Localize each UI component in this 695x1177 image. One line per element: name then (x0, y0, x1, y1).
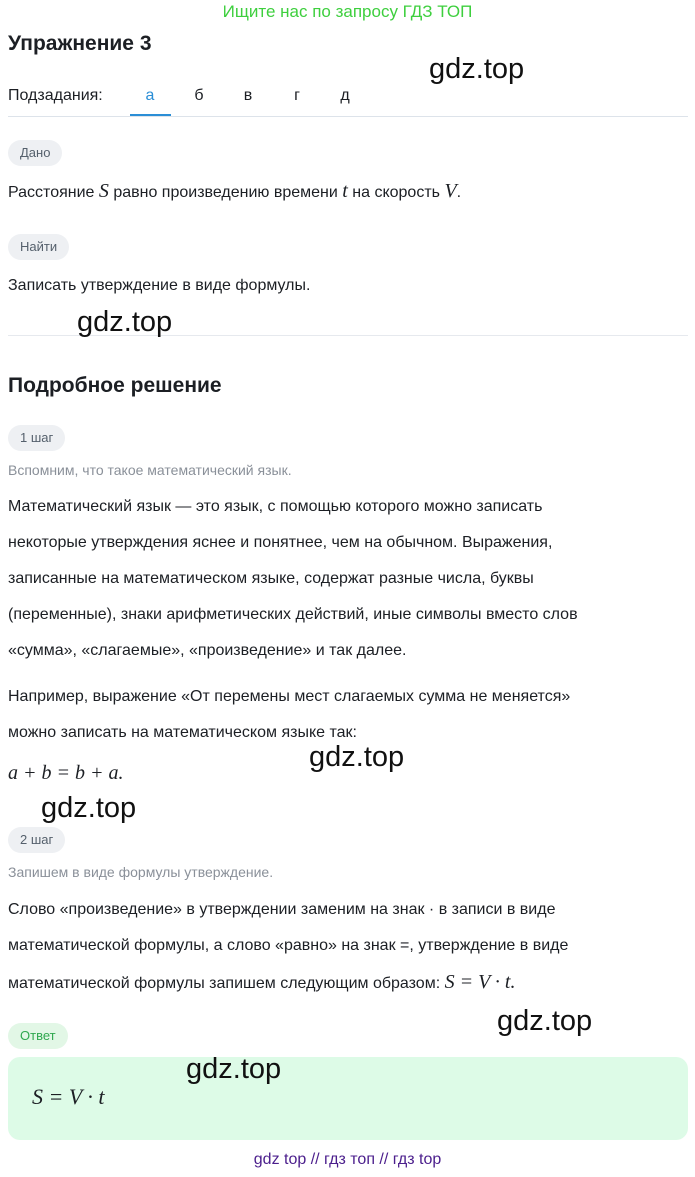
subtasks-label: Подзадания: (8, 87, 103, 104)
var-t: t (342, 180, 348, 202)
find-text: Записать утверждение в виде формулы. (8, 277, 311, 294)
watermark: gdz.top (186, 1053, 282, 1085)
given-text-part: . (456, 184, 462, 201)
given-text-part: Расстояние (8, 184, 99, 201)
step2-formula: S = V · t. (444, 971, 516, 993)
tabs-divider (8, 116, 688, 117)
para-line (8, 964, 688, 1002)
step2-paragraph (8, 892, 688, 1002)
para-line-text: математической формулы запишем следующим образом: (8, 975, 445, 992)
tab-d[interactable]: д (340, 87, 350, 104)
watermark: gdz.top (429, 53, 525, 85)
step1-chip: 1 шаг (8, 425, 65, 451)
find-chip: Найти (8, 234, 69, 260)
watermark: gdz.top (77, 306, 173, 338)
active-tab-indicator (130, 114, 171, 116)
answer-chip: Ответ (8, 1023, 68, 1049)
para-line: Слово «произведение» в утверждении заменим на знак · в записи в виде (8, 901, 556, 918)
step2-hint: Запишем в виде формулы утверждение. (8, 864, 274, 880)
tab-b[interactable]: б (194, 87, 204, 104)
para-line: записанные на математическом языке, содержат разные числа, буквы (8, 570, 534, 587)
step1-paragraph-1 (8, 489, 688, 669)
answer-box (8, 1057, 688, 1140)
page-title: Упражнение 3 (8, 32, 152, 55)
para-line: некоторые утверждения яснее и понятнее, чем на обычном. Выражения, (8, 534, 553, 551)
given-text (8, 180, 461, 203)
watermark: gdz.top (497, 1005, 593, 1037)
watermark: gdz.top (41, 792, 137, 824)
answer-formula: S = V · t (32, 1084, 105, 1109)
given-chip: Дано (8, 140, 62, 166)
para-line: «сумма», «слагаемые», «произведение» и так далее. (8, 642, 407, 659)
top-banner: Ищите нас по запросу ГДЗ ТОП (222, 2, 473, 21)
given-text-part: равно произведению времени (108, 184, 343, 201)
watermark: gdz.top (309, 741, 405, 773)
solution-title: Подробное решение (8, 374, 222, 397)
step2-chip: 2 шаг (8, 827, 65, 853)
para-line: математической формулы, а слово «равно» на знак =, утверждение в виде (8, 937, 569, 954)
para-line: Математический язык — это язык, с помощью которого можно записать (8, 498, 543, 515)
footer-links[interactable]: gdz top // гдз топ // гдз top (253, 1151, 442, 1168)
tab-g[interactable]: г (294, 87, 300, 104)
given-text-part: на скорость (347, 184, 445, 201)
tab-v[interactable]: в (243, 87, 253, 104)
var-s: S (98, 180, 109, 202)
para-line: Например, выражение «От перемены мест слагаемых сумма не меняется» (8, 688, 571, 705)
step1-formula: a + b = b + a. (8, 762, 124, 784)
var-v: V (444, 180, 457, 202)
para-line: (переменные), знаки арифметических действий, иные символы вместо слов (8, 606, 578, 623)
tab-a[interactable]: а (145, 87, 155, 104)
step1-hint: Вспомним, что такое математический язык. (8, 462, 292, 478)
para-line: можно записать на математическом языке так: (8, 724, 357, 741)
